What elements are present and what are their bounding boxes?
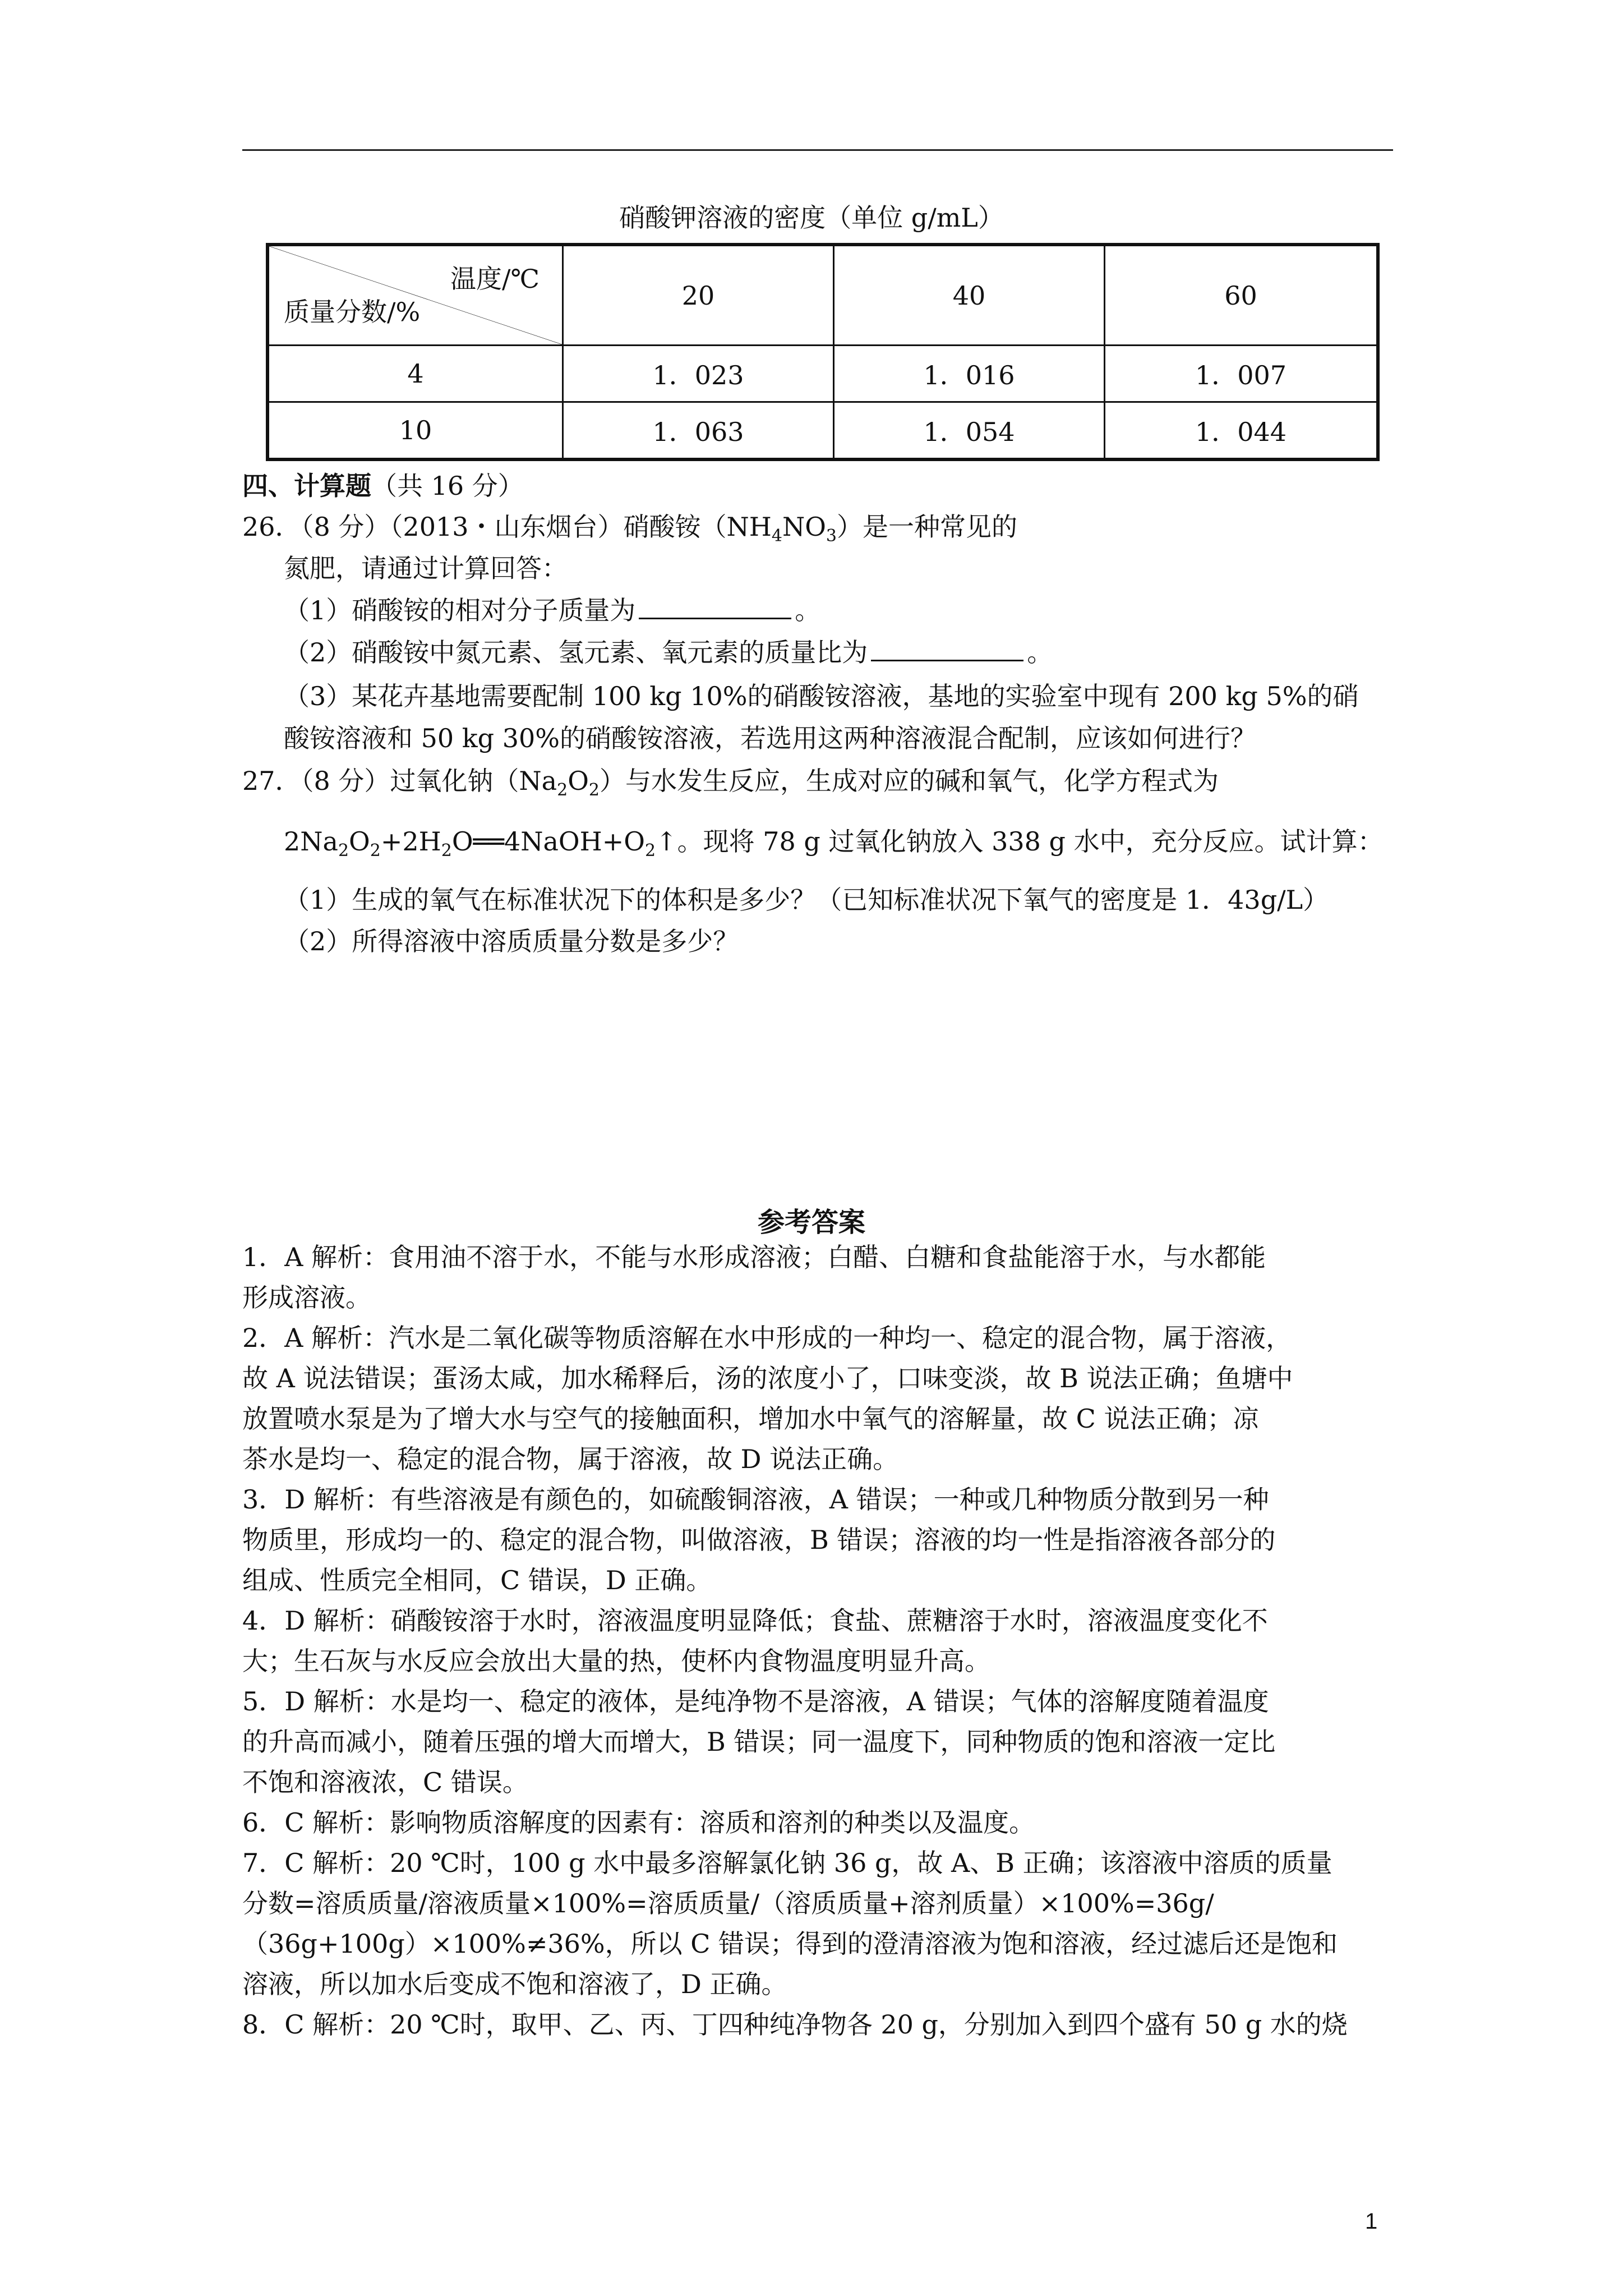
table-cell: 1．063: [563, 402, 834, 460]
q26-part3-line1: （3）某花卉基地需要配制 100 kg 10%的硝酸铵溶液，基地的实验室中现有 200 kg 5%的硝: [284, 681, 1359, 711]
table-cell: 1．054: [834, 402, 1105, 460]
answer-line: 不饱和溶液浓，C 错误。: [242, 1767, 528, 1797]
answer-line: 的升高而减小，随着压强的增大而增大，B 错误；同一温度下，同种物质的饱和溶液一定比: [242, 1727, 1276, 1757]
q26-part3-line2: 酸铵溶液和 50 kg 30%的硝酸铵溶液，若选用这两种溶液混合配制，应该如何进行？: [284, 723, 1256, 753]
q27-part2: （2）所得溶液中溶质质量分数是多少？: [284, 926, 739, 956]
answers-title: 参考答案: [757, 1207, 865, 1238]
table-row: [268, 346, 1378, 402]
answer-blank: [871, 637, 1023, 661]
density-table: [266, 243, 1380, 461]
q26-part2: （2）硝酸铵中氮元素、氢元素、氧元素的质量比为 。: [284, 637, 1053, 668]
q27-line1: 27．（8 分）过氧化钠$(Na_2O_2)$与水发生反应，生成对应的碱和氧气，化学方程式为: [242, 766, 1219, 800]
answer-line: 形成溶液。: [242, 1282, 371, 1313]
answer-line: 8．C 解析：20 ℃时，取甲、乙、丙、丁四种纯净物各 20 g，分别加入到四个盛有 50 g 水的烧: [242, 2009, 1348, 2040]
answer-line: （36g+100g）×100%≠36%，所以 C 错误；得到的澄清溶液为饱和溶液，经过滤后还是饱和: [242, 1929, 1338, 1959]
row-label: 4: [268, 346, 563, 402]
table-row: [268, 402, 1378, 460]
answer-blank: [639, 595, 791, 619]
answer-line: 故 A 说法错误；蛋汤太咸，加水稀释后，汤的浓度小了，口味变淡，故 B 说法正确；鱼塘中: [242, 1363, 1293, 1393]
q27-part1: （1）生成的氧气在标准状况下的体积是多少？（已知标准状况下氧气的密度是 1．43g/L）: [284, 885, 1329, 915]
answer-line: 分数=溶质质量/溶液质量×100%=溶质质量/（溶质质量+溶剂质量）×100%=36g/: [242, 1888, 1214, 1918]
answer-line: 7．C 解析：20 ℃时，100 g 水中最多溶解氯化钠 36 g，故 A、B 正确；该溶液中溶质的质量: [242, 1848, 1332, 1878]
answer-line: 5．D 解析：水是均一、稳定的液体，是纯净物不是溶液，A 错误；气体的溶解度随着温度: [242, 1686, 1269, 1717]
table-cell: 1．044: [1105, 402, 1378, 460]
section-score: （共 16 分）: [371, 471, 524, 501]
q26-line2: 氮肥，请通过计算回答：: [284, 553, 568, 583]
table-cell: 1．016: [834, 346, 1105, 402]
page-number: 1: [1365, 2209, 1378, 2234]
answer-line: 3．D 解析：有些溶液是有颜色的，如硫酸铜溶液，A 错误；一种或几种物质分散到另一种: [242, 1484, 1269, 1515]
section-heading: [242, 466, 524, 503]
table-caption: 硝酸钾溶液的密度（单位 g/mL）: [619, 203, 1004, 233]
answer-line: 6．C 解析：影响物质溶解度的因素有：溶质和溶剂的种类以及温度。: [242, 1807, 1035, 1838]
q26-part1: （1）硝酸铵的相对分子质量为 。: [284, 595, 821, 625]
column-header: 20: [563, 245, 834, 346]
column-header: 40: [834, 245, 1105, 346]
header-mass-fraction: 质量分数/%: [284, 297, 421, 327]
answer-line: 4．D 解析：硝酸铵溶于水时，溶液温度明显降低；食盐、蔗糖溶于水时，溶液温度变化不: [242, 1605, 1268, 1636]
answer-line: 溶液，所以加水后变成不饱和溶液了，D 正确。: [242, 1969, 787, 1999]
table-header-row: [268, 245, 1378, 346]
q26-line1: 26．（8 分）（2013・山东烟台）硝酸铵$(NH_4NO_3)$是一种常见的: [242, 512, 1018, 546]
q27-equation: $2Na_2O_2+2H_2O══4NaOH+O_2↑$。现将 78 g 过氧化钠放入 338 g 水中，充分反应。试计算：: [284, 826, 1384, 861]
column-header: 60: [1105, 245, 1378, 346]
answer-line: 2．A 解析：汽水是二氧化碳等物质溶解在水中形成的一种均一、稳定的混合物，属于溶液，: [242, 1323, 1292, 1353]
section-title: 四、计算题: [242, 471, 371, 501]
table-cell: 1．023: [563, 346, 834, 402]
row-label: 10: [268, 402, 563, 460]
table-cell: 1．007: [1105, 346, 1378, 402]
answer-line: 物质里，形成均一的、稳定的混合物，叫做溶液，B 错误；溶液的均一性是指溶液各部分的: [242, 1525, 1276, 1555]
answer-line: 放置喷水泵是为了增大水与空气的接触面积，增加水中氧气的溶解量，故 C 说法正确；凉: [242, 1404, 1259, 1434]
answer-line: 茶水是均一、稳定的混合物，属于溶液，故 D 说法正确。: [242, 1444, 899, 1474]
answer-line: 1．A 解析：食用油不溶于水，不能与水形成溶液；白醋、白糖和食盐能溶于水，与水都能: [242, 1242, 1266, 1272]
answer-line: 大；生石灰与水反应会放出大量的热，使杯内食物温度明显升高。: [242, 1646, 990, 1676]
header-rule: [242, 149, 1393, 151]
diagonal-header-cell: [268, 245, 563, 346]
header-temperature: 温度/℃: [450, 264, 540, 294]
answer-line: 组成、性质完全相同，C 错误，D 正确。: [242, 1565, 712, 1595]
